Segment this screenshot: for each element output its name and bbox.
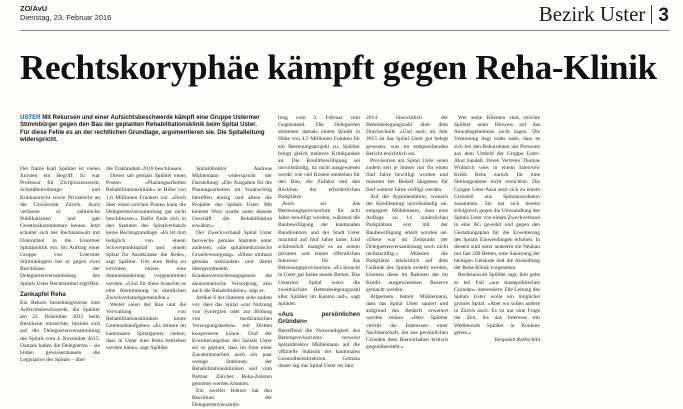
article-lead — [20, 115, 268, 144]
paragraph: lung vom 3. Februar zum Gegenstand. Die Delegierten stimmten damals einem Kredit in Höhe von 4,5 Millionen Franken für ein Betreuungsprojekt zu. Spühler bringt gleich mehrere Kritikpunkte an: Die Kreditbewilligung sei unvollständig, da nicht ausgewiesen werde, wie viel Kosten entstehen für den Bau, die Zufahrt und den Rückbau der erforderlichen Parkplätze. — [278, 115, 360, 200]
paragraph: Allgemein betont Mühlemann, dass das Spital Uster saniert und aufgrund des Bedarfs erweitert werden müsse. «Herr Spühler vertritt die Interessen einer Nachbarschaft, die aus persönlichen Gründen dem Bauvorhaben kritisch gegenübersteht.» — [366, 293, 448, 350]
section-header — [539, 2, 669, 28]
paragraph: Betreffend die Notwendigkeit des Bettenprovisoriums verweist Spitaldirektor Mühlemann auf die offizielle Statistik der kantonalen Gesundheitsdirektion. Gemäss dieser lag das Spital Uster im Jahr — [278, 327, 360, 370]
lead-location-tag: USTER — [20, 115, 41, 121]
page-number: 3 — [658, 5, 669, 26]
article-column-4 — [278, 115, 360, 370]
paragraph: Spitaldirektor Andreas Mühlemann widerspricht der Darstellung: «Die Ausgaben für die Planungsarbeiten im Voranschlag betreffen einzig und allein die Projekte des Spitals Uster. Mit keinem Wort wurde unter diesem Geschäft die Rehabilitation erwähnt.» — [192, 166, 272, 230]
section-divider — [651, 5, 652, 24]
article-headline: Rechtskoryphäe kämpft gegen Reha-Klinik — [20, 48, 657, 87]
paragraph: Der Zweckverband Spital Uster bezwecke gemäss Statuten unter anderem, «die spitalmedizinische Grundversorgung». «Diese umfasst gemäss nationalem und damit übergeordnetem Krankenversicherungsgesetz die akutsomatische Versorgung, also auch die Rehabilitation», sagt er. — [192, 230, 272, 294]
publication-name: ZO/AvU — [20, 4, 48, 13]
header-rule — [20, 30, 669, 31]
paragraph: Dieser sah gemäss Spühler einen Posten «Planungsarbeiten Rehabilitationsklinik» in Höhe von 1,6 Millionen Franken vor. «Doch über einen solchen Posten kann die Delegiertenversammlung gar nicht beschliessen.» Dafür finde sich in den Statuten des Spitalverbands keine Rechtsgrundlage. «Es ist dort lediglich von einem Schwerpunktspital und einem Spital für Akutkranke die Rede», sagt Spühler. Um eine Reha zu errichten, müsse eine Statutenänderung vorgenommen werden. «Und für diese brauchte es eine Abstimmung in sämtlichen Zweckverbandsgemeinden.» — [106, 173, 186, 301]
header-meta — [20, 4, 111, 22]
paragraph: Wer seine Klienten sind, möchte Spühler unter Hinweis auf das Anwaltsgeheimnis nicht sagen. Die Vermutung liegt indes nahe, dass es sich bei den Rekurrenten um Personen aus dem Umfeld der Gruppe Uster-Akut handelt. Deren Vertreter Thomas Wüthrich wies in einem Interview Kritik Reha zurück für eine Stellungnahme nicht erreichbar. Die Gruppe Uster-Akut setzt sich zu einem Grossteil aus Spitalanwohnern zusammen. Sie hat sich bereits erfolgreich gegen die Umwandlung des Spitals Uster von einem Zweckverband in eine AG gewehrt und gegen den Gestaltungsplan für die Erweiterung des Spitals Einwendungen erhoben. In diesem sind unter anderem ein Neubau mit fast 200 Betten, eine Sanierung der heutigen Gebäude und die Ansiedlung der Reha-Klinik vorgesehen. — [454, 115, 540, 272]
paragraph: Auf die Argumentation, wonach der Kreditantrag unvollständig sei, entgegnet Mühlemann, dass eine Auflage zu 14 zusätzlichen Parkplätzen erst mit der Baubewilligung erteilt worden sei. «Diese war im Zeitpunkt der Delegiertenversammlung noch nicht rechtskräftig.» Müssten die Parkplätze tatsächlich auf dem Gelände des Spitals erstellt werden, könnten diese im Rahmen der im Kredit ausgewiesenen Reserve gemacht werden. — [366, 193, 448, 293]
paragraph: Auch sei das Betreuungsprovisorium für acht Jahre bewilligt worden, während die Baubewilligung der kantonalen Baudirektion und der Stadt Uster maximal auf fünf Jahre laute. Und schliesslich mangle es an einem privaten und einem öffentlichen Interesse für das Betreuungsprovisorium. «Es braucht in Uster gar keine neuen Betten. Das Ustermer Spital weist die zweithöchste Bettenbelegungszahl aller Spitäler im Kanton auf», sagt Spühler. — [278, 200, 360, 308]
lead-text: Mit Rekursen und einer Aufsichtsbeschwerde kämpft eine Gruppe Ustermer Stimmbürger gegen den Bau der geplanten Rehabilitationsklinik beim Spital Uster. Für diese Fehle es an der rechtlichen Grundlage, argumentieren sie. Die Spitalleitung widerspricht. — [20, 115, 265, 143]
article-column-5 — [366, 115, 448, 351]
paragraph: Artikel 6 der Statuten sehe zudem vor, dass das Spital «zur Nutzung von Synergien oder zur Bildung von medizinischen Versorgungsketten» mit Dritten kooperieren könne. Und der Erweiterungsbau des Spitals Uster sei so geplant, dass im Sinn einer Zusammenarbeit auch ein paar wenige Stationen der Rehabilitationskliniken und vom Partner Zürcher Reha-Zentren gemietet werden könnten. — [192, 294, 272, 387]
subheading: Zankapfel Reha — [20, 290, 66, 298]
paragraph: Ein Rekurs beziehungsweise eine Aufsichtsbeschwerde, die Spühler am 21. Dezember 2015 beim Bezirksrat einreichte, bezieht sich auf die Delegiertenversammlung des Spitals vom 4. November 2015. Damals haben die Delegierten – sie bilden gewissermassen die Legislative des Spitals – über — [20, 299, 100, 364]
article-column-2 — [106, 166, 186, 352]
article-author: Benjamin Rothschild — [494, 336, 540, 343]
paragraph: Rechtsanwalt Spühler sagt, ihm gehe es bei Fall «aus staatspolitischen Gründen» interessiere. Die Leitung des Spitals Uster wolle ein möglichst grosses Spital. «Aber wo sollen andere in Zürich auch. Es ist nur eine Frage der Zeit, bis das Interesse mit Wettbewerb Spitäler in Konkurs gehen.» — [454, 272, 540, 336]
paragraph: Der Name Karl Spühler ist vielen Juristen ein Begriff. Er war Professor für Zivilprozessrecht, Schuldbetreibungs- und Konkursrecht sowie Privatrecht an der Universität Zürich. Auch verfasste er zahlreiche Publikationen und gab Gesetzeskommentare heraus. Jetzt schaltet sich der Rechtsanwalt mit Doktortitel in die Ustermer Spitalpolitik ein: Im Auftrag einer Gruppe von Ustermer Stimmbürgern hat er gegen zwei Beschlüsse der Delegiertenversammlung des Spitals Uster Rechtsmittel ergriffen. — [20, 166, 100, 287]
issue-date: Dienstag, 23. Februar 2016 — [20, 13, 112, 22]
section-title: Bezirk Uster — [538, 2, 646, 26]
paragraph: Provisorien am Spital Uster seien zudem seit je immer nur für einen fünf Jahre bewilligt worden und müssten bei Bedarf längstens für fünf weitere Jahre verfügt werden. — [366, 157, 448, 193]
subheading: «Aus persönlichen Gründen» — [278, 311, 360, 326]
paragraph: Weiter seien der Bau und die Verwaltung von Rehabilitationskliniken keine Gemeindeaufgaben. «Es müsste im kantonalen Spitalgesetz stehen, dass in Uster eine Reha betrieben werden kann», sagt Spühler. — [106, 301, 186, 351]
paragraph: Ein zweiter Rekurs hat den Beschluss der Delegiertenversamm- — [192, 387, 272, 409]
article-column-6 — [454, 115, 540, 344]
paragraph: 2014 hinsichtlich der Bettenbelegungszahl über dem Durchschnitt. «Und auch im Jahr 2015 ist das Spital Uster gut belegt gewesen, was im entsprechenden Bericht ersichtlich sei. — [366, 115, 448, 157]
article-column-3 — [192, 166, 272, 409]
article-column-1 — [20, 166, 100, 364]
paragraph: die Traktandum 2016 beschlossen. — [106, 166, 183, 172]
